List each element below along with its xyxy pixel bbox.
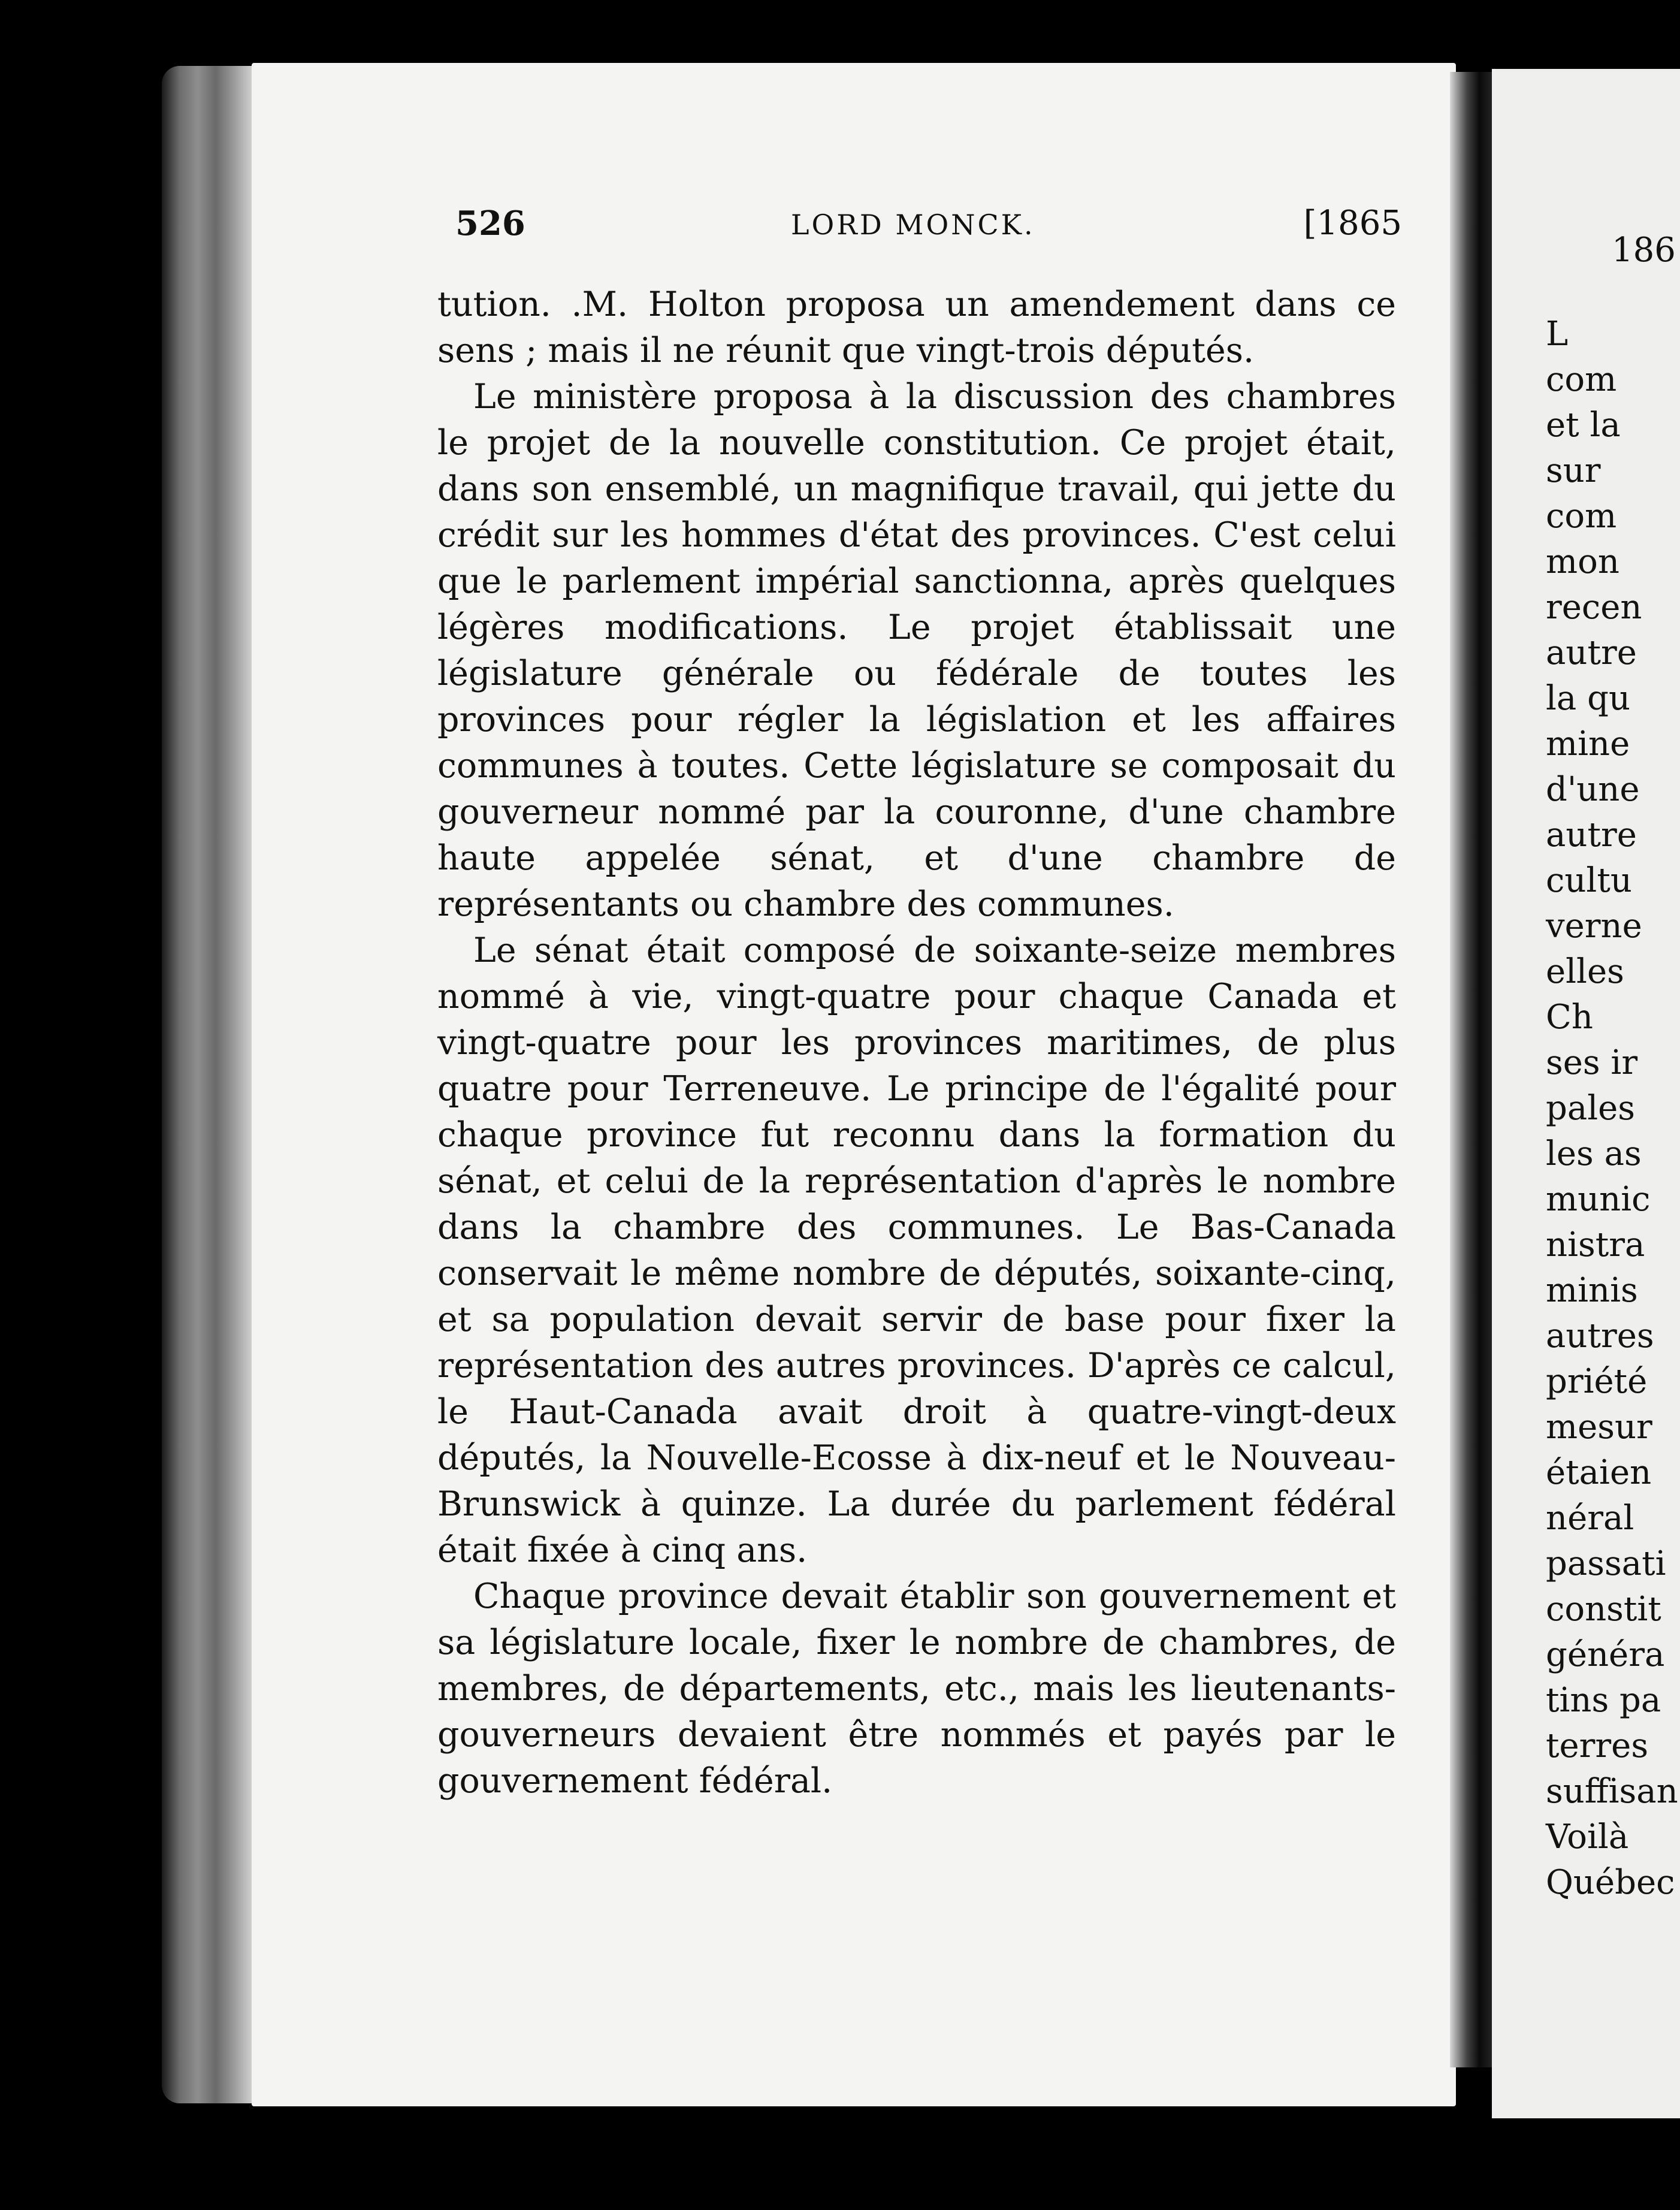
right-page-line: mesur	[1546, 1408, 1652, 1447]
right-page-line: Ch	[1546, 998, 1593, 1037]
book-gutter	[1450, 72, 1492, 2067]
book-page-edge	[162, 66, 252, 2103]
right-page-line: com	[1546, 360, 1617, 399]
right-page-line: verne	[1546, 907, 1642, 946]
right-page-line: la qu	[1546, 679, 1631, 718]
right-page-line: elles	[1546, 952, 1624, 991]
page-body	[437, 282, 1396, 1804]
right-page-line: nistra	[1546, 1225, 1645, 1264]
paragraph: Chaque province devait établir son gouvernement et sa législature locale, fixer le nombre de chambres, de membres, de départements, etc., mais les lieutenants-gouverneurs devaient être nommés et payés par le gouvernement fédéral.	[437, 1577, 1396, 1801]
right-page-line: pales	[1546, 1089, 1636, 1128]
right-page-line: d'une	[1546, 770, 1640, 809]
right-page-line: passati	[1546, 1544, 1666, 1583]
right-page-line: tins pa	[1546, 1681, 1661, 1720]
right-page-line: priété	[1546, 1362, 1648, 1401]
right-page-line: ses ir	[1546, 1043, 1638, 1082]
right-page-line: mon	[1546, 542, 1619, 581]
right-page-line: sur	[1546, 451, 1601, 490]
right-page-line: étaien	[1546, 1453, 1652, 1492]
right-page-line: com	[1546, 497, 1617, 536]
right-page-line: autre	[1546, 816, 1637, 855]
right-page-line: suffisan	[1546, 1772, 1678, 1811]
page-number: 526	[455, 204, 525, 243]
right-page-line: minis	[1546, 1271, 1638, 1310]
right-page-line: munic	[1546, 1180, 1651, 1219]
right-page-line: terres	[1546, 1726, 1649, 1765]
paragraph: Le sénat était composé de soixante-seize membres nommé à vie, vingt-quatre pour chaque Canada et vingt-quatre pour les provinces maritimes, de plus quatre pour Terreneuve. Le principe de l'égalité pour chaque province fut reconnu dans la formation du sénat, et celui de la représentation d'après le nombre dans la chambre des communes. Le Bas-Canada conservait le même nombre de députés, soixante-cinq, et sa population devait servir de base pour fixer la représentation des autres provinces. D'après ce calcul, le Haut-Canada avait droit à quatre-vingt-deux députés, la Nouvelle-Ecosse à dix-neuf et le Nouveau-Brunswick à quinze. La durée du parlement fédéral était fixée à cinq ans.	[437, 931, 1396, 1570]
right-page-line: et la	[1546, 406, 1621, 445]
right-page-line: Québec	[1546, 1863, 1675, 1902]
paragraph: tution. .M. Holton proposa un amendement dans ce sens ; mais il ne réunit que vingt-trois députés.	[437, 285, 1396, 370]
right-page-line: autres	[1546, 1317, 1654, 1355]
right-page-line: L	[1546, 315, 1569, 354]
page-header	[455, 204, 1402, 258]
right-page-line: autre	[1546, 633, 1637, 672]
right-page-line: mine	[1546, 724, 1630, 763]
right-page-line: constit	[1546, 1590, 1661, 1629]
header-year: [1865	[1303, 204, 1402, 243]
right-page-line: cultu	[1546, 861, 1632, 900]
right-page-line: les as	[1546, 1134, 1642, 1173]
running-title: LORD MONCK.	[791, 209, 1035, 241]
right-page-line: néral	[1546, 1499, 1634, 1538]
right-page-line: recen	[1546, 588, 1642, 627]
paragraph: Le ministère proposa à la discussion des chambres le projet de la nouvelle constitution. Ce projet était, dans son ensemblé, un magnifique travail, qui jette du crédit sur les hommes d'état des provinces. C'est celui que le parlement impérial sanctionna, après quelques légères modifications. Le projet établissait une législature générale ou fédérale de toutes les provinces pour régler la législation et les affaires communes à toutes. Cette législature se composait du gouverneur nommé par la couronne, d'une chambre haute appelée sénat, et d'une chambre de représentants ou chambre des communes.	[437, 377, 1396, 924]
right-page-text	[1546, 312, 1678, 1906]
right-page-header: 186	[1612, 231, 1676, 270]
right-page-line: Voilà	[1546, 1817, 1629, 1856]
right-page-line: généra	[1546, 1635, 1665, 1674]
